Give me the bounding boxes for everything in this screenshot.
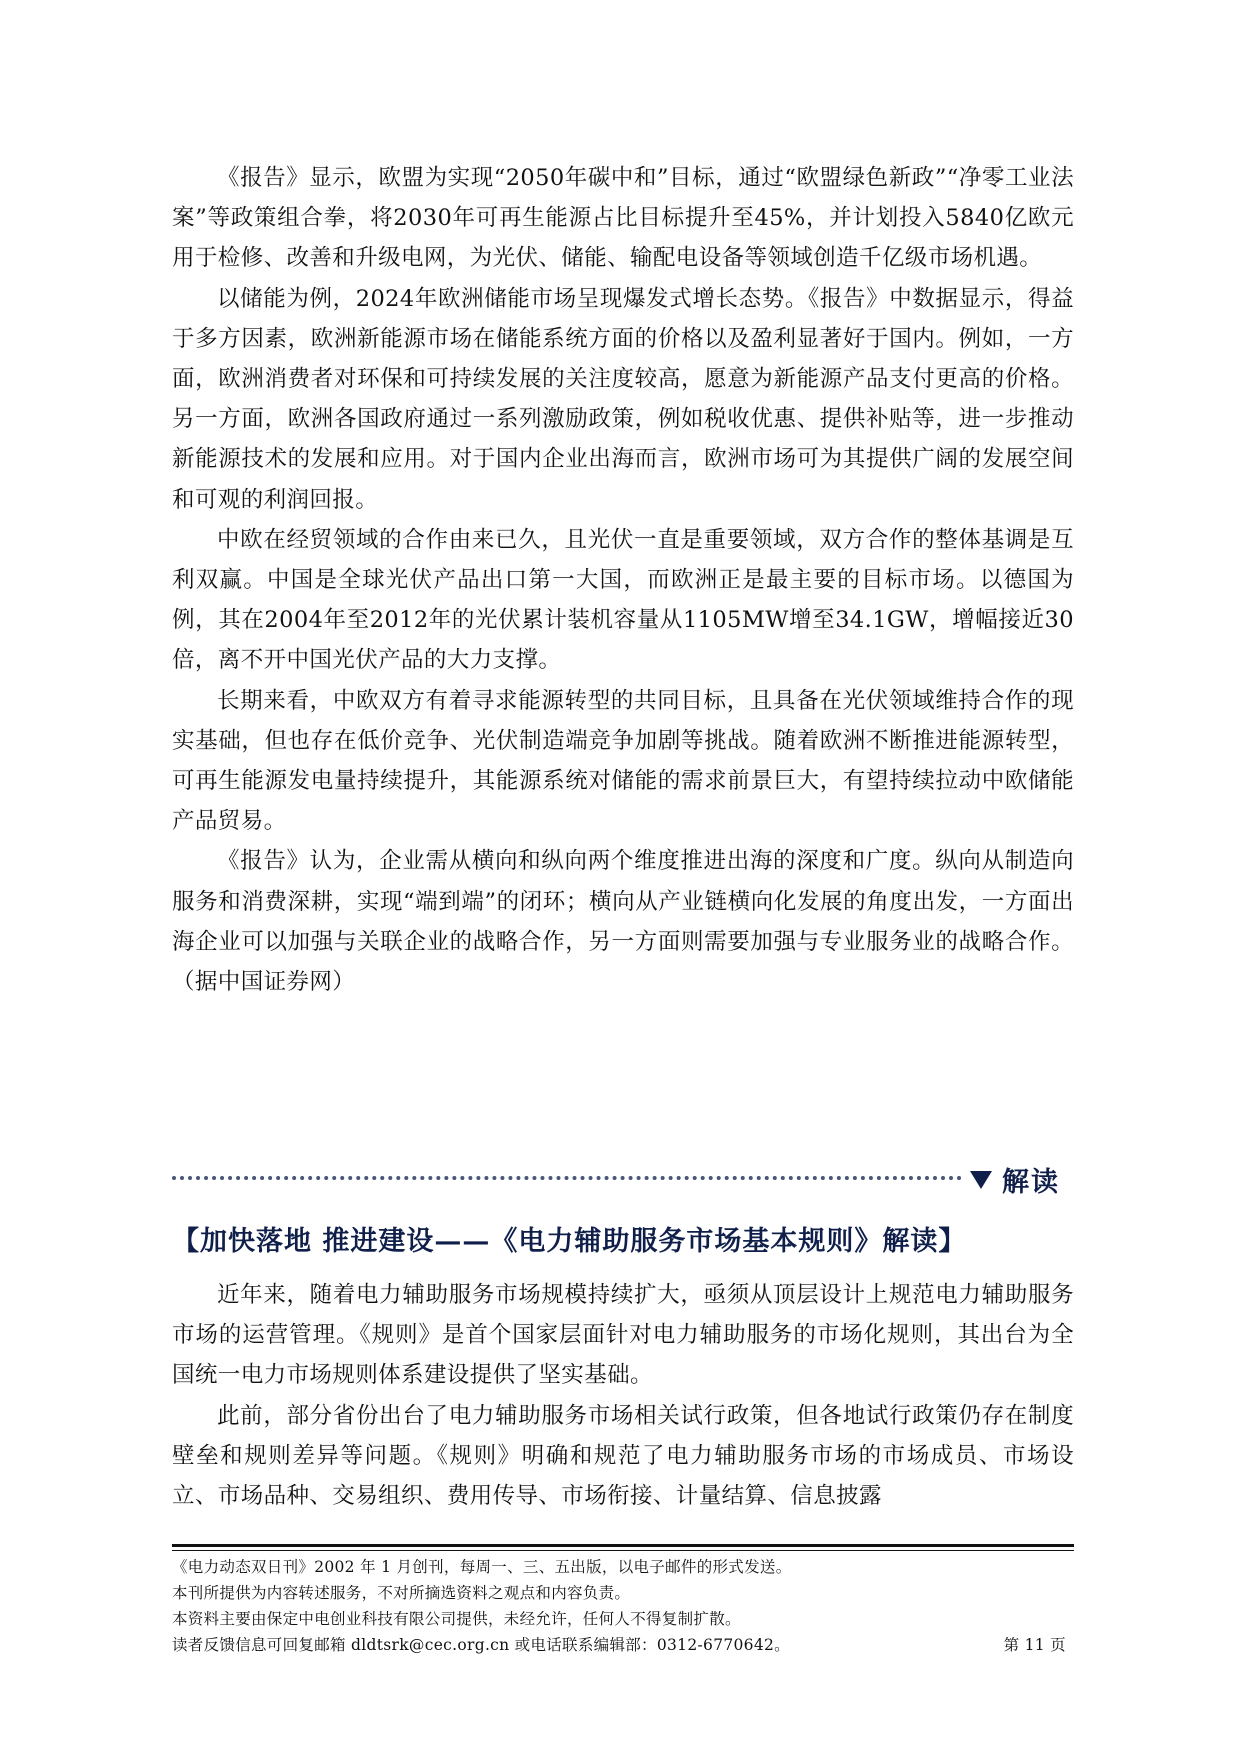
footer-disclaimer: 本刊所提供为内容转述服务，不对所摘选资料之观点和内容负责。	[172, 1584, 631, 1602]
footer-contact: 读者反馈信息可回复邮箱 dldtsrk@cec.org.cn 或电话联系编辑部：0312-6770642。	[172, 1636, 790, 1654]
section-label: 解读	[1002, 1167, 1060, 1198]
article-paragraph: 《报告》认为，企业需从横向和纵向两个维度推进出海的深度和广度。纵向从制造向服务和消费深耕，实现“端到端”的闭环；横向从产业链横向化发展的角度出发，一方面出海企业可以加强与关联企业的战略合作，另一方面则需要加强与专业服务业的战略合作。（据中国证券网）	[172, 848, 1074, 996]
section-divider	[172, 1160, 1074, 1200]
footer-rule-thick	[172, 1544, 1074, 1547]
article-paragraph: 近年来，随着电力辅助服务市场规模持续扩大，亟须从顶层设计上规范电力辅助服务市场的运营管理。《规则》是首个国家层面针对电力辅助服务的市场化规则，其出台为全国统一电力市场规则体系建设提供了坚实基础。	[172, 1282, 1074, 1389]
triangle-down-icon	[970, 1171, 992, 1189]
page-footer	[172, 1554, 1074, 1658]
footer-rule-thin	[172, 1550, 1074, 1551]
article-paragraph: 此前，部分省份出台了电力辅助服务市场相关试行政策，但各地试行政策仍存在制度壁垒和规则差异等问题。《规则》明确和规范了电力辅助服务市场的市场成员、市场设立、市场品种、交易组织、费用传导、市场衔接、计量结算、信息披露	[172, 1402, 1074, 1510]
page-number: 第 11 页	[1003, 1636, 1066, 1654]
article-title: 【加快落地 推进建设——《电力辅助服务市场基本规则》解读】	[172, 1226, 967, 1257]
article-paragraph: 以储能为例，2024年欧洲储能市场呈现爆发式增长态势。《报告》中数据显示，得益于多方因素，欧洲新能源市场在储能系统方面的价格以及盈利显著好于国内。例如，一方面，欧洲消费者对环保和可持续发展的关注度较高，愿意为新能源产品支付更高的价格。另一方面，欧洲各国政府通过一系列激励政策，例如税收优惠、提供补贴等，进一步推动新能源技术的发展和应用。对于国内企业出海而言，欧洲市场可为其提供广阔的发展空间和可观的利润回报。	[172, 285, 1074, 513]
article-paragraph: 长期来看，中欧双方有着寻求能源转型的共同目标，且具备在光伏领域维持合作的现实基础，但也存在低价竞争、光伏制造端竞争加剧等挑战。随着欧洲不断推进能源转型，可再生能源发电量持续提升，其能源系统对储能的需求前景巨大，有望持续拉动中欧储能产品贸易。	[172, 687, 1074, 835]
footer-copyright: 本资料主要由保定中电创业科技有限公司提供，未经允许，任何人不得复制扩散。	[172, 1610, 741, 1628]
article-body-bottom	[172, 1275, 1074, 1516]
footer-publication-info: 《电力动态双日刊》2002 年 1 月创刊，每周一、三、五出版，以电子邮件的形式发送。	[172, 1558, 792, 1576]
article-paragraph: 《报告》显示，欧盟为实现“2050年碳中和”目标，通过“欧盟绿色新政”“净零工业法案”等政策组合拳，将2030年可再生能源占比目标提升至45%，并计划投入5840亿欧元用于检修、改善和升级电网，为光伏、储能、输配电设备等领域创造千亿级市场机遇。	[172, 165, 1074, 272]
dotted-rule	[172, 1176, 962, 1180]
article-body-top	[172, 158, 1074, 1002]
footer-contact-row	[172, 1632, 1074, 1658]
article-paragraph: 中欧在经贸领域的合作由来已久，且光伏一直是重要领域，双方合作的整体基调是互利双赢。中国是全球光伏产品出口第一大国，而欧洲正是最主要的目标市场。以德国为例，其在2004年至2012年的光伏累计装机容量从1105MW增至34.1GW，增幅接近30倍，离不开中国光伏产品的大力支撑。	[172, 526, 1074, 674]
section-header	[970, 1160, 1060, 1199]
